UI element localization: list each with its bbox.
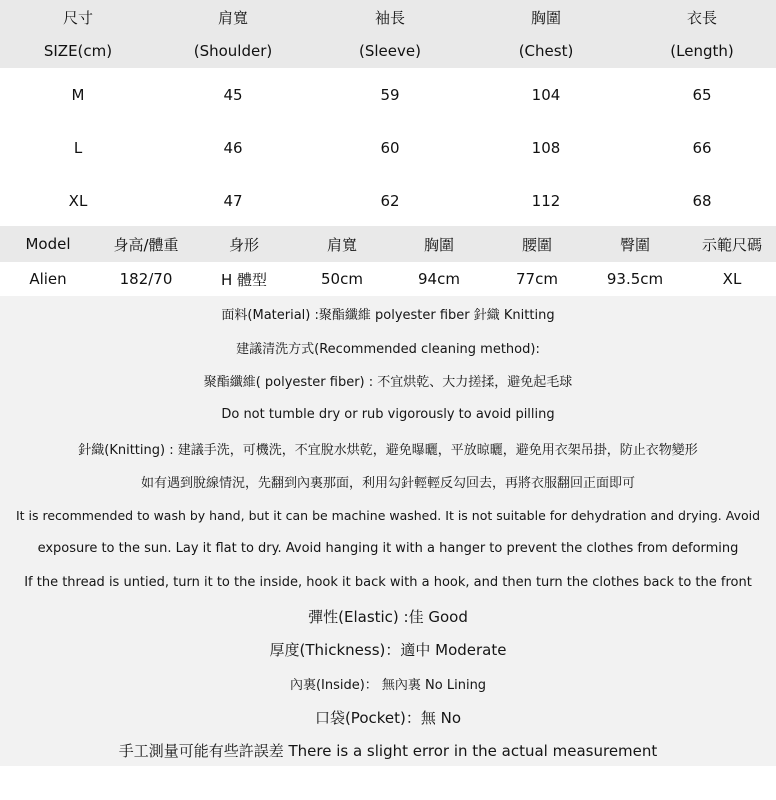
header-chest-en: (Chest) (518, 42, 574, 60)
shoulder-value: 47 (223, 192, 243, 210)
pocket-note: 口袋(Pocket)：無 No (314, 708, 462, 727)
cleaning-title: 建議清洗方式(Recommended cleaning method): (236, 341, 540, 357)
size-label: XL (68, 192, 88, 210)
size-row-l (0, 125, 776, 171)
header-sleeve-en: (Sleeve) (359, 42, 421, 60)
wash-en-line-1: It is recommended to wash by hand, but it can be machine washed. It is not suitable for dehydration and drying. Avoid (15, 507, 761, 523)
model-shoulder: 50cm (321, 270, 363, 288)
header-chest-zh: 胸圍 (530, 8, 561, 27)
header-shoulder-zh: 肩寬 (217, 8, 248, 27)
knitting-care-note: 針織(Knitting) : 建議手洗，可機洗，不宜脫水烘乾，避免曝曬，平放晾曬，避免用衣架吊掛，防止衣物變形 (78, 442, 698, 458)
sleeve-value: 59 (380, 86, 400, 104)
inside-note: 內裏(Inside)： 無內裏 No Lining (289, 677, 487, 693)
size-header-en-row (0, 34, 776, 68)
wash-en-line-2: exposure to the sun. Lay it flat to dry. Avoid hanging it with a hanger to prevent the clothes from deforming (37, 540, 739, 556)
model-body-shape: H 體型 (220, 270, 268, 289)
thread-en-note: If the thread is untied, turn it to the inside, hook it back with a hook, and then turn the clothes back to the front (24, 574, 752, 590)
model-chest: 94cm (418, 270, 460, 288)
thickness-note: 厚度(Thickness)：適中 Moderate (269, 640, 507, 659)
model-header-waist: 腰圍 (521, 235, 552, 254)
chest-value: 108 (531, 139, 561, 157)
model-header-hip: 臀圍 (619, 235, 650, 254)
chest-value: 104 (531, 86, 561, 104)
header-shoulder-en: (Shoulder) (193, 42, 273, 60)
size-header-zh-row (0, 0, 776, 34)
model-hip: 93.5cm (606, 270, 664, 288)
header-sleeve-zh: 袖長 (374, 8, 405, 27)
model-demo-size: XL (722, 270, 742, 288)
shoulder-value: 46 (223, 139, 243, 157)
polyester-care-en: Do not tumble dry or rub vigorously to avoid pilling (221, 406, 555, 422)
model-header-row (0, 226, 776, 262)
size-row-xl (0, 178, 776, 224)
length-value: 68 (692, 192, 712, 210)
sleeve-value: 62 (380, 192, 400, 210)
model-header-model: Model (25, 235, 71, 253)
model-header-chest: 胸圍 (423, 235, 454, 254)
model-header-demo-size: 示範尺碼 (701, 235, 762, 254)
length-value: 65 (692, 86, 712, 104)
material-note: 面料(Material) :聚酯纖維 polyester fiber 針織 Knitting (221, 307, 555, 323)
model-waist: 77cm (516, 270, 558, 288)
model-header-shoulder: 肩寬 (326, 235, 357, 254)
header-size-zh: 尺寸 (62, 8, 93, 27)
model-name: Alien (29, 270, 67, 288)
model-height-weight: 182/70 (119, 270, 173, 288)
model-values-row (0, 262, 776, 296)
model-header-body-shape: 身形 (228, 235, 259, 254)
shoulder-value: 45 (223, 86, 243, 104)
header-length-en: (Length) (670, 42, 734, 60)
size-label: L (73, 139, 83, 157)
elastic-note: 彈性(Elastic) :佳 Good (308, 607, 468, 626)
thread-care-note: 如有遇到脫線情況，先翻到內裏那面，利用勾針輕輕反勾回去，再將衣服翻回正面即可 (140, 475, 635, 491)
size-row-m (0, 72, 776, 118)
chest-value: 112 (531, 192, 561, 210)
header-length-zh: 衣長 (686, 8, 717, 27)
model-header-height-weight: 身高/體重 (113, 235, 179, 254)
polyester-care-note: 聚酯纖維( polyester fiber) : 不宜烘乾、大力搓揉，避免起毛球 (203, 374, 573, 390)
length-value: 66 (692, 139, 712, 157)
sleeve-value: 60 (380, 139, 400, 157)
measurement-error-note: 手工測量可能有些許誤差 There is a slight error in the actual measurement (118, 741, 658, 760)
size-label: M (71, 86, 85, 104)
header-size-en: SIZE(cm) (43, 42, 113, 60)
